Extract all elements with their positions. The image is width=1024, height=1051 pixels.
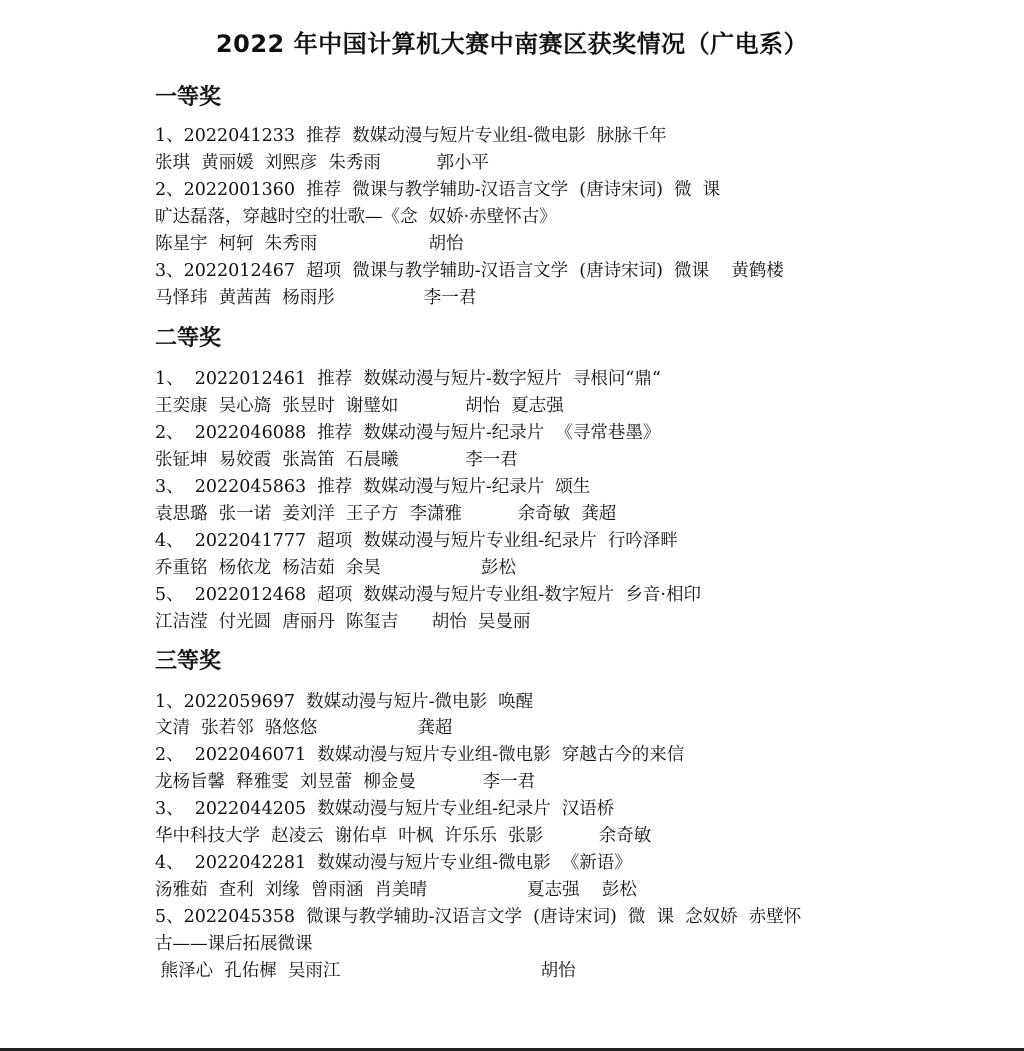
first-prize-line: 张琪 黄丽媛 刘熙彦 朱秀雨 郭小平	[155, 153, 490, 173]
third-prize-line: 4、 2022042281 数媒动漫与短片专业组-微电影 《新语》	[155, 853, 632, 873]
second-prize-line: 张钲坤 易姣霞 张嵩笛 石晨曦 李一君	[155, 450, 518, 470]
first-prize-line: 陈星宇 柯轲 朱秀雨 胡怡	[155, 234, 464, 254]
first-prize-line: 3、2022012467 超项 微课与教学辅助-汉语言文学 (唐诗宋词) 微课 黄鹤楼	[155, 261, 784, 281]
section-heading-first-prize: 一等奖	[155, 85, 222, 110]
third-prize-line: 文清 张若邻 骆悠悠 龚超	[155, 718, 453, 738]
document-title: 2022 年中国计算机大赛中南赛区获奖情况（广电系）	[215, 30, 809, 58]
second-prize-line: 4、 2022041777 超项 数媒动漫与短片专业组-纪录片 行吟泽畔	[155, 531, 678, 551]
first-prize-line: 马怿玮 黄茜茜 杨雨彤 李一君	[155, 288, 477, 308]
section-heading-second-prize: 二等奖	[155, 326, 222, 351]
first-prize-line: 1、2022041233 推荐 数媒动漫与短片专业组-微电影 脉脉千年	[155, 126, 667, 146]
third-prize-line: 1、2022059697 数媒动漫与短片-微电影 唤醒	[155, 692, 534, 712]
third-prize-line: 龙杨旨馨 释雅雯 刘昱蕾 柳金曼 李一君	[155, 772, 536, 792]
first-prize-line: 旷达磊落，穿越时空的壮歌—《念 奴娇·赤壁怀古》	[155, 207, 557, 227]
second-prize-line: 5、 2022012468 超项 数媒动漫与短片专业组-数字短片 乡音·相印	[155, 585, 701, 605]
second-prize-line: 王奕康 吴心旖 张昱时 谢璧如 胡怡 夏志强	[155, 396, 564, 416]
second-prize-line: 袁思璐 张一诺 姜刘洋 王子方 李潇雅 余奇敏 龚超	[155, 504, 617, 524]
section-heading-third-prize: 三等奖	[155, 649, 222, 674]
first-prize-line: 2、2022001360 推荐 微课与教学辅助-汉语言文学 (唐诗宋词) 微 课	[155, 180, 721, 200]
third-prize-line: 汤雅茹 查利 刘缘 曾雨涵 肖美晴 夏志强 彭松	[155, 880, 637, 900]
second-prize-line: 1、 2022012461 推荐 数媒动漫与短片-数字短片 寻根问“鼎“	[155, 369, 661, 389]
third-prize-line: 熊泽心 孔佑樨 吴雨江 胡怡	[155, 961, 576, 981]
second-prize-line: 江洁滢 付光圆 唐丽丹 陈玺吉 胡怡 吴曼丽	[155, 612, 531, 632]
second-prize-line: 乔重铭 杨依龙 杨洁茹 余昊 彭松	[155, 558, 517, 578]
second-prize-line: 3、 2022045863 推荐 数媒动漫与短片-纪录片 颂生	[155, 477, 591, 497]
third-prize-line: 华中科技大学 赵凌云 谢佑卓 叶枫 许乐乐 张影 余奇敏	[155, 826, 652, 846]
third-prize-line: 2、 2022046071 数媒动漫与短片专业组-微电影 穿越古今的来信	[155, 745, 685, 765]
third-prize-line: 古——课后拓展微课	[155, 934, 313, 954]
third-prize-line: 5、2022045358 微课与教学辅助-汉语言文学 (唐诗宋词) 微 课 念奴娇 赤壁怀	[155, 907, 802, 927]
second-prize-line: 2、 2022046088 推荐 数媒动漫与短片-纪录片 《寻常巷墨》	[155, 423, 661, 443]
third-prize-line: 3、 2022044205 数媒动漫与短片专业组-纪录片 汉语桥	[155, 799, 615, 819]
